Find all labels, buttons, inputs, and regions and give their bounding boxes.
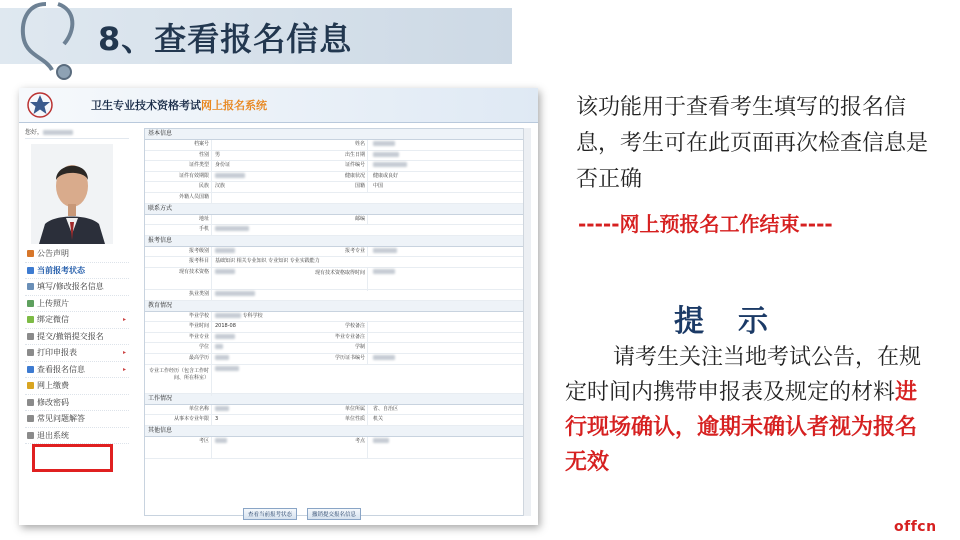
- section-work: 工作情况: [145, 394, 523, 405]
- scrollbar[interactable]: [523, 128, 531, 516]
- highlight-box: [32, 444, 113, 472]
- section-education: 教育情况: [145, 301, 523, 312]
- cancel-submit-button[interactable]: 撤销提交报名信息: [307, 508, 361, 520]
- menu-item-notice[interactable]: 公告声明: [25, 246, 129, 263]
- app-title: 卫生专业技术资格考试网上报名系统: [91, 99, 267, 112]
- section-other: 其他信息: [145, 426, 523, 437]
- done-banner: -----网上预报名工作结束----: [578, 212, 833, 236]
- menu-item-bind-wechat[interactable]: 绑定微信 ▸: [25, 312, 129, 329]
- help-icon: [27, 415, 34, 422]
- submit-icon: [27, 333, 34, 340]
- menu-item-submit[interactable]: 提交/撤销提交报名: [25, 329, 129, 346]
- menu-item-faq[interactable]: 常见问题解答: [25, 411, 129, 428]
- registration-info-form: 基本信息 档案号 姓名 性别 男 出生日期 证件类型 身份证 证件编号 证件有效期限 健康状况 健康或良好 民族 汉族 国籍 中国 外籍人员国籍 联系方式 地址 邮编 手机 报考信息 报考级别 报考专业 报考科目 基础知识 相关专业知识 专业知识 专业实践能力 现有技术资格 现有技术资格取得时间 执业类别 教育情况 毕业学校 专科学校 毕业时间 2018-08 学校备注 毕业专业 毕业专业备注 学位 学制 最高学历 学历证书编号 专业工作经历（包含工作时间、所在科室） 工作情况 单位名称 单位所属 省、自治区 从事本专业年限 3 单位性质 机关 其他信息 考区 考点 查看当前报考状态 撤销提交报名信息: [144, 128, 524, 516]
- section-exam: 报考信息: [145, 236, 523, 247]
- pay-icon: [27, 382, 34, 389]
- key-icon: [27, 399, 34, 406]
- tip-text: 请考生关注当地考试公告，在规定时间内携带申报表及规定的材料进行现场确认，逾期未确认者视为报名无效: [565, 345, 922, 475]
- home-icon: [27, 250, 34, 257]
- offcn-logo: offcn: [894, 519, 937, 535]
- app-header: [19, 88, 538, 123]
- menu-item-logout[interactable]: 退出系统: [25, 428, 129, 445]
- tip-title: 提示: [674, 304, 802, 339]
- sidebar-menu: [25, 246, 129, 444]
- greeting: 您好，: [25, 128, 129, 139]
- status-icon: [27, 267, 34, 274]
- description-text: 该功能用于查看考生填写的报名信息，考生可在此页面再次检查信息是否正确: [576, 95, 929, 192]
- system-screenshot: [19, 88, 538, 525]
- applicant-photo: [31, 144, 113, 244]
- form-buttons: [243, 501, 371, 520]
- menu-item-print[interactable]: 打印申报表 ▸: [25, 345, 129, 362]
- section-contact: 联系方式: [145, 204, 523, 215]
- menu-item-view-info[interactable]: 查看报名信息 ▸: [25, 362, 129, 379]
- stethoscope-icon: [6, 0, 84, 80]
- edit-icon: [27, 283, 34, 290]
- menu-item-password[interactable]: 修改密码: [25, 395, 129, 412]
- menu-item-status[interactable]: 当前报考状态: [25, 263, 129, 280]
- menu-item-upload-photo[interactable]: 上传照片: [25, 296, 129, 313]
- view-icon: [27, 366, 34, 373]
- exit-icon: [27, 432, 34, 439]
- section-basic: 基本信息: [145, 129, 523, 140]
- menu-item-edit-info[interactable]: 填写/修改报名信息: [25, 279, 129, 296]
- photo-icon: [27, 300, 34, 307]
- menu-item-pay[interactable]: 网上缴费: [25, 378, 129, 395]
- slide-title: 8、查看报名信息: [98, 20, 353, 58]
- check-status-button[interactable]: 查看当前报考状态: [243, 508, 297, 520]
- system-logo-icon: [26, 91, 54, 119]
- print-icon: [27, 349, 34, 356]
- wechat-icon: [27, 316, 34, 323]
